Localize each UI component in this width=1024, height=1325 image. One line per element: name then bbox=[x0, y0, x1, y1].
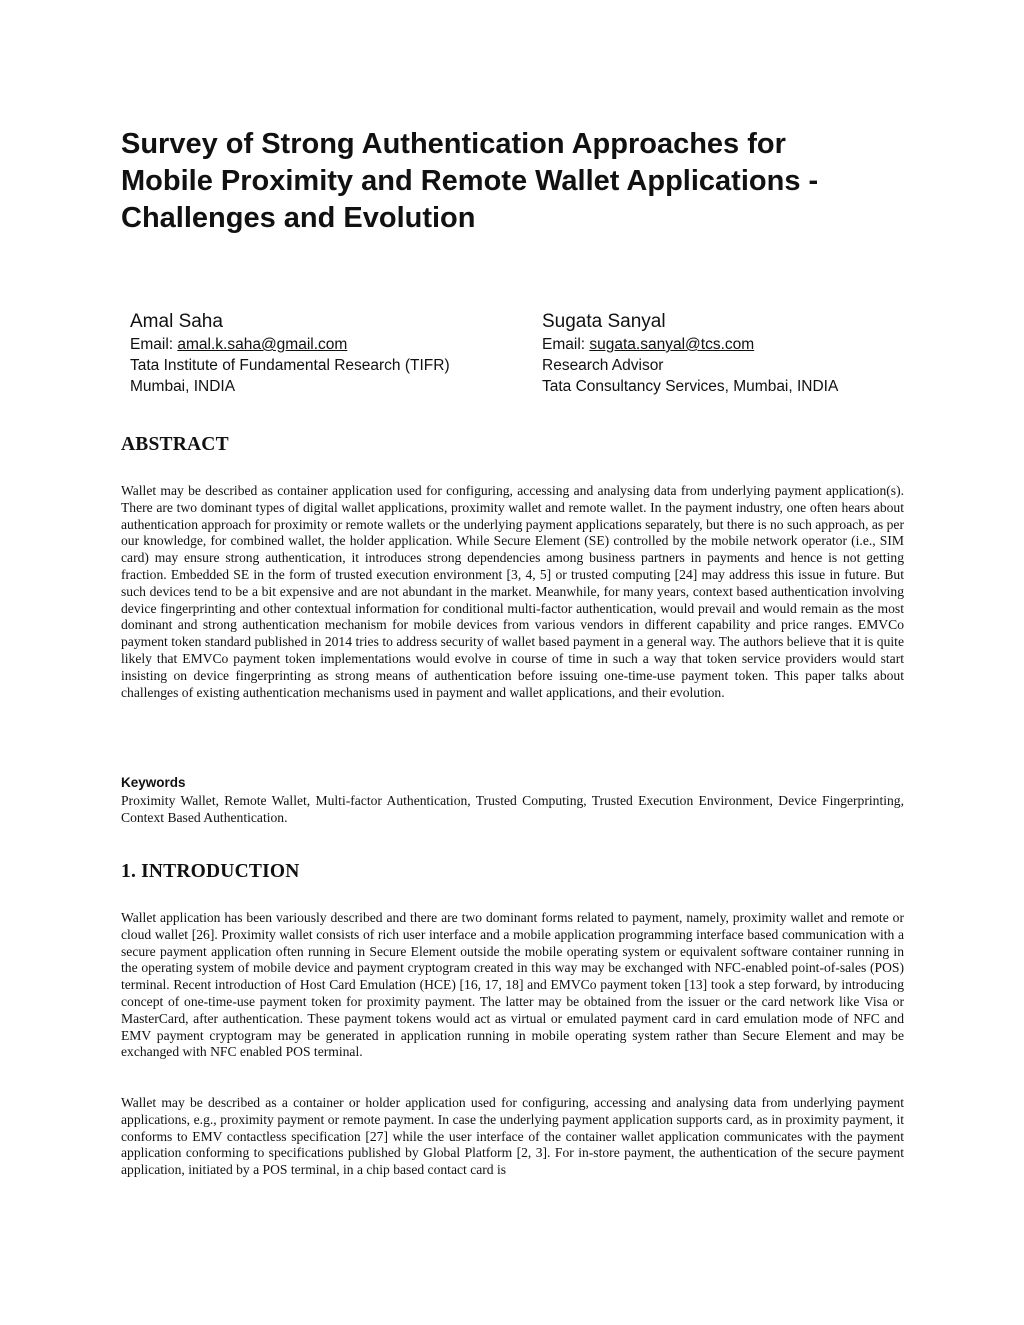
email-label: Email: bbox=[130, 336, 178, 353]
abstract-text: Wallet may be described as container application used for configuring, accessing and analysing data from underlying payment application(s). There are two dominant types of digital wallet applications, proximity wallet and remote wallet. In the payment industry, one often hears about authentication approach for proximity or remote wallets or the underlying payment applications separately, but there is no such approach, as per our knowledge, for combined wallet, the holder application. While Secure Element (SE) controlled by the mobile network operator (i.e., SIM card) may ensure strong authentication, it introduces strong dependencies among business partners in payments and hence is not getting fraction. Embedded SE in the form of trusted execution environment [3, 4, 5] or trusted computing [24] may address this issue in future. But such devices tend to be a bit expensive and are not abundant in the market. Meanwhile, for many years, context based authentication involving device fingerprinting and other contextual information for conditional multi-factor authentication, would prevail and would remain as the most dominant and strong authentication mechanism for mobile devices from various vendors in different capability and price ranges. EMVCo payment token standard published in 2014 tries to address security of wallet based payment in a general way. The authors believe that it is quite likely that EMVCo payment token implementations would evolve in course of time in such a way that token service providers would start insisting on device fingerprinting as strong means of authentication before issuing one-time-use payment token. This paper talks about challenges of existing authentication mechanisms used in payment and wallet applications, and their evolution. bbox=[121, 483, 904, 700]
author-block-first bbox=[130, 310, 450, 397]
title-line: Mobile Proximity and Remote Wallet Applications - bbox=[121, 165, 819, 197]
author-location: Mumbai, INDIA bbox=[130, 378, 236, 395]
introduction-heading: 1. INTRODUCTION bbox=[121, 861, 300, 882]
author-email-line bbox=[130, 334, 450, 355]
keywords-label: Keywords bbox=[121, 775, 186, 790]
author-name: Sugata Sanyal bbox=[542, 311, 666, 332]
title-line: Survey of Strong Authentication Approaches for bbox=[121, 128, 786, 160]
keywords-text: Proximity Wallet, Remote Wallet, Multi-factor Authentication, Trusted Computing, Trusted Execution Environment, Device Fingerprinting, Context Based Authentication. bbox=[121, 793, 904, 825]
paper-title bbox=[121, 126, 904, 237]
author-email-line bbox=[542, 334, 838, 355]
author-name: Amal Saha bbox=[130, 311, 223, 332]
author-email-link[interactable]: sugata.sanyal@tcs.com bbox=[589, 336, 755, 353]
author-block-second bbox=[542, 310, 838, 397]
abstract-heading: ABSTRACT bbox=[121, 434, 229, 455]
author-location: Tata Consultancy Services, Mumbai, INDIA bbox=[542, 378, 839, 395]
title-line: Challenges and Evolution bbox=[121, 202, 476, 234]
author-affiliation: Research Advisor bbox=[542, 357, 664, 374]
email-label: Email: bbox=[542, 336, 590, 353]
introduction-paragraph: Wallet application has been variously described and there are two dominant forms related to payment, namely, proximity wallet and remote or cloud wallet [26]. Proximity wallet consists of rich user interface and a mobile application programming interface based communication with a secure payment application often running in Secure Element outside the mobile operating system or equivalent software container running in the operating system of mobile device and payment cryptogram created in this way may be exchanged with NFC-enabled point-of-sales (POS) terminal. Recent introduction of Host Card Emulation (HCE) [16, 17, 18] and EMVCo payment token [13] took a step forward, by introducing concept of one-time-use payment token for proximity payment. The latter may be obtained from the issuer or the card network like Visa or MasterCard, after authentication. These payment tokens would act as virtual or emulated payment card in card emulation mode of NFC and EMV payment cryptogram may be generated in application running in mobile operating system rather than Secure Element and may be exchanged with NFC enabled POS terminal. bbox=[121, 910, 904, 1060]
introduction-paragraph: Wallet may be described as a container or holder application used for configuring, accessing and analysing data from underlying payment applications, e.g., proximity payment or remote payment. In case the underlying payment application supports card, as in proximity payment, it conforms to EMV contactless specification [27] while the user interface of the container wallet application communicates with the payment application conforming to specifications published by Global Platform [2, 3]. For in-store payment, the authentication of the secure payment application, initiated by a POS terminal, in a chip based contact card is bbox=[121, 1095, 904, 1178]
author-affiliation: Tata Institute of Fundamental Research (TIFR) bbox=[130, 357, 450, 374]
author-email-link[interactable]: amal.k.saha@gmail.com bbox=[177, 336, 348, 353]
